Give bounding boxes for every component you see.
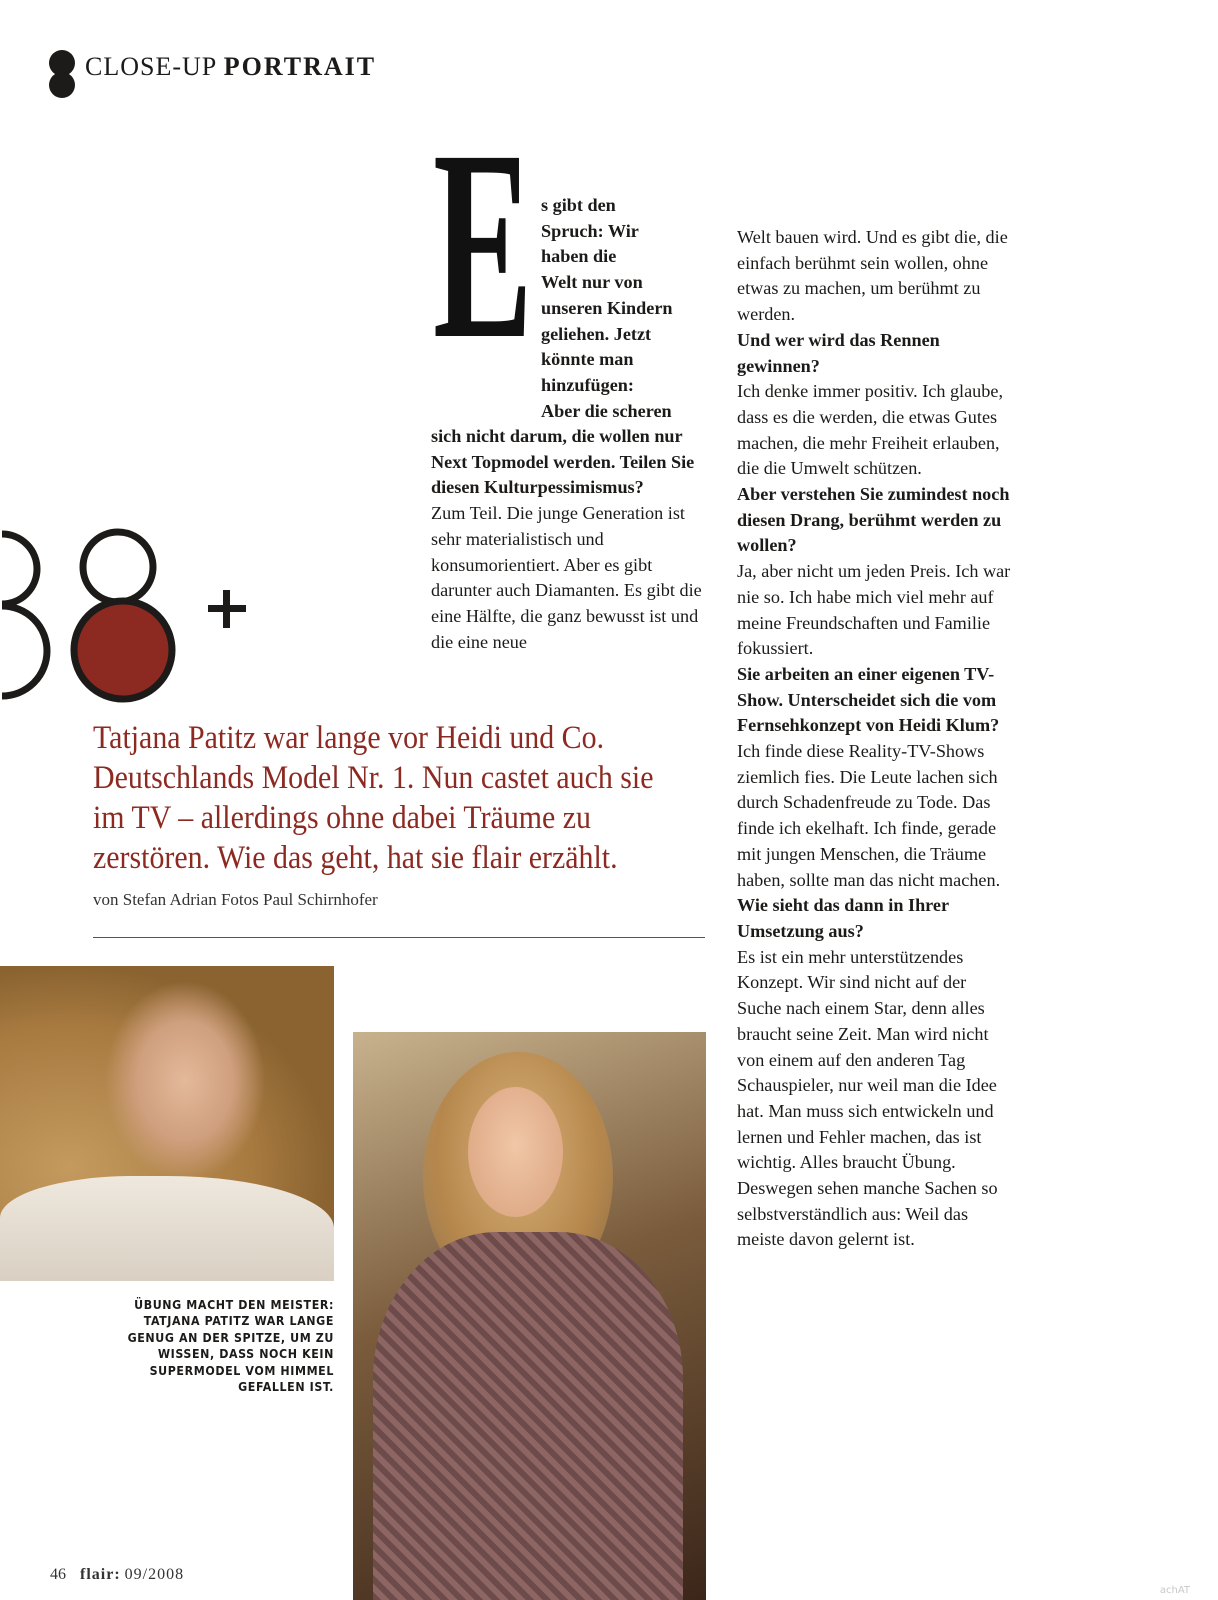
answer-text: Ich finde diese Reality-TV-Shows ziemlich fies. Die Leute lachen sich durch Schadenfreude zu Tode. Das finde ich ekelhaft. Ich finde, gerade mit jungen Menschen, die Träume haben, sollte man das nicht machen.	[737, 741, 1001, 890]
age-digit-3-upper	[2, 534, 37, 604]
photo-caption: ÜBUNG MACHT DEN MEISTER: TATJANA PATITZ WAR LANGE GENUG AN DER SPITZE, UM ZU WISSEN, DASS NOCH KEIN SUPERMODEL VOM HIMMEL GEFALLEN IST.	[127, 1298, 334, 1395]
answer-text: Ja, aber nicht um jeden Preis. Ich war nie so. Ich habe mich viel mehr auf meine Freundschaften und Familie fokussiert.	[737, 561, 1011, 659]
question-text: Wie sieht das dann in Ihrer Umsetzung aus?	[737, 895, 949, 941]
intro-line: s gibt den	[541, 195, 616, 215]
scan-watermark: achAT	[1159, 1585, 1190, 1596]
author-credit: von Stefan Adrian Fotos Paul Schirnhofer	[93, 890, 378, 909]
page-footer	[50, 1566, 184, 1584]
intro-line: geliehen. Jetzt	[541, 323, 652, 344]
magazine-name: flair:	[80, 1566, 121, 1583]
issue-date: 09/2008	[124, 1566, 185, 1583]
article-intro-indented	[541, 193, 721, 424]
article-column-2	[737, 225, 1015, 1253]
intro-line: Spruch: Wir	[541, 220, 639, 241]
intro-line: haben die	[541, 246, 617, 267]
plus-vertical	[223, 590, 230, 628]
age-digit-3-lower	[2, 606, 47, 696]
intro-line: unseren Kindern	[541, 297, 673, 318]
intro-line: Aber die scheren	[541, 400, 672, 421]
age-digit-8-upper	[83, 532, 153, 602]
question-text: Aber verstehen Sie zumindest noch diesen Drang, berühmt werden zu wollen?	[737, 484, 1010, 556]
age-graphic-38-plus	[0, 528, 260, 703]
question-text: sich nicht darum, die wollen nur Next Topmodel werden. Teilen Sie diesen Kulturpessimismus?	[431, 426, 695, 498]
answer-text: Ich denke immer positiv. Ich glaube, dass es die werden, die etwas Gutes machen, die mehr Freiheit erlauben, die die Umwelt schützen.	[737, 381, 1003, 479]
article-teaser: Tatjana Patitz war lange vor Heidi und Co. Deutschlands Model Nr. 1. Nun castet auch sie im TV – allerdings ohne dabei Träume zu zerstören. Wie das geht, hat sie flair erzählt.	[93, 720, 654, 876]
divider-rule	[93, 937, 705, 938]
section-heading-light: CLOSE-UP	[85, 52, 217, 81]
answer-text: Es ist ein mehr unterstützendes Konzept. Wir sind nicht auf der Suche nach einem Star, denn alles braucht seine Zeit. Man wird nicht von einem auf den anderen Tag Schauspieler, nur weil man die Idee hat. Man muss sich entwickeln und lernen und Fehler machen, das ist wichtig. Alles braucht Übung. Deswegen sehen manche Sachen so selbstverständlich aus: Weil das meiste davon gelernt ist.	[737, 946, 998, 1250]
intro-line: könnte man	[541, 349, 634, 370]
intro-line: Welt nur von	[541, 272, 643, 293]
section-heading-bold: PORTRAIT	[223, 52, 377, 81]
portrait-photo-closeup	[0, 966, 334, 1281]
section-logo-dot-bottom	[49, 72, 75, 98]
answer-text: Zum Teil. Die junge Generation ist sehr materialistisch und konsumorientiert. Aber es gibt darunter auch Diamanten. Es gibt die eine Hälfte, die ganz bewusst ist und die eine neue	[431, 503, 702, 652]
page-number: 46	[50, 1566, 66, 1583]
drop-cap: E	[433, 94, 533, 395]
portrait-photo-seated	[353, 1032, 706, 1600]
question-text: Sie arbeiten an einer eigenen TV-Show. Unterscheidet sich die vom Fernsehkonzept von Heidi Klum?	[737, 663, 1000, 736]
question-text: Und wer wird das Rennen gewinnen?	[737, 329, 940, 376]
intro-line: hinzufügen:	[541, 374, 634, 395]
answer-text: Welt bauen wird. Und es gibt die, die einfach berühmt sein wollen, ohne etwas zu machen, um berühmt zu werden.	[737, 227, 1008, 325]
photo-shirt-shape	[373, 1232, 683, 1600]
photo-coat-shape	[0, 1176, 334, 1281]
photo-face-shape	[468, 1087, 563, 1217]
section-heading	[85, 52, 376, 82]
article-column-1	[431, 424, 714, 655]
